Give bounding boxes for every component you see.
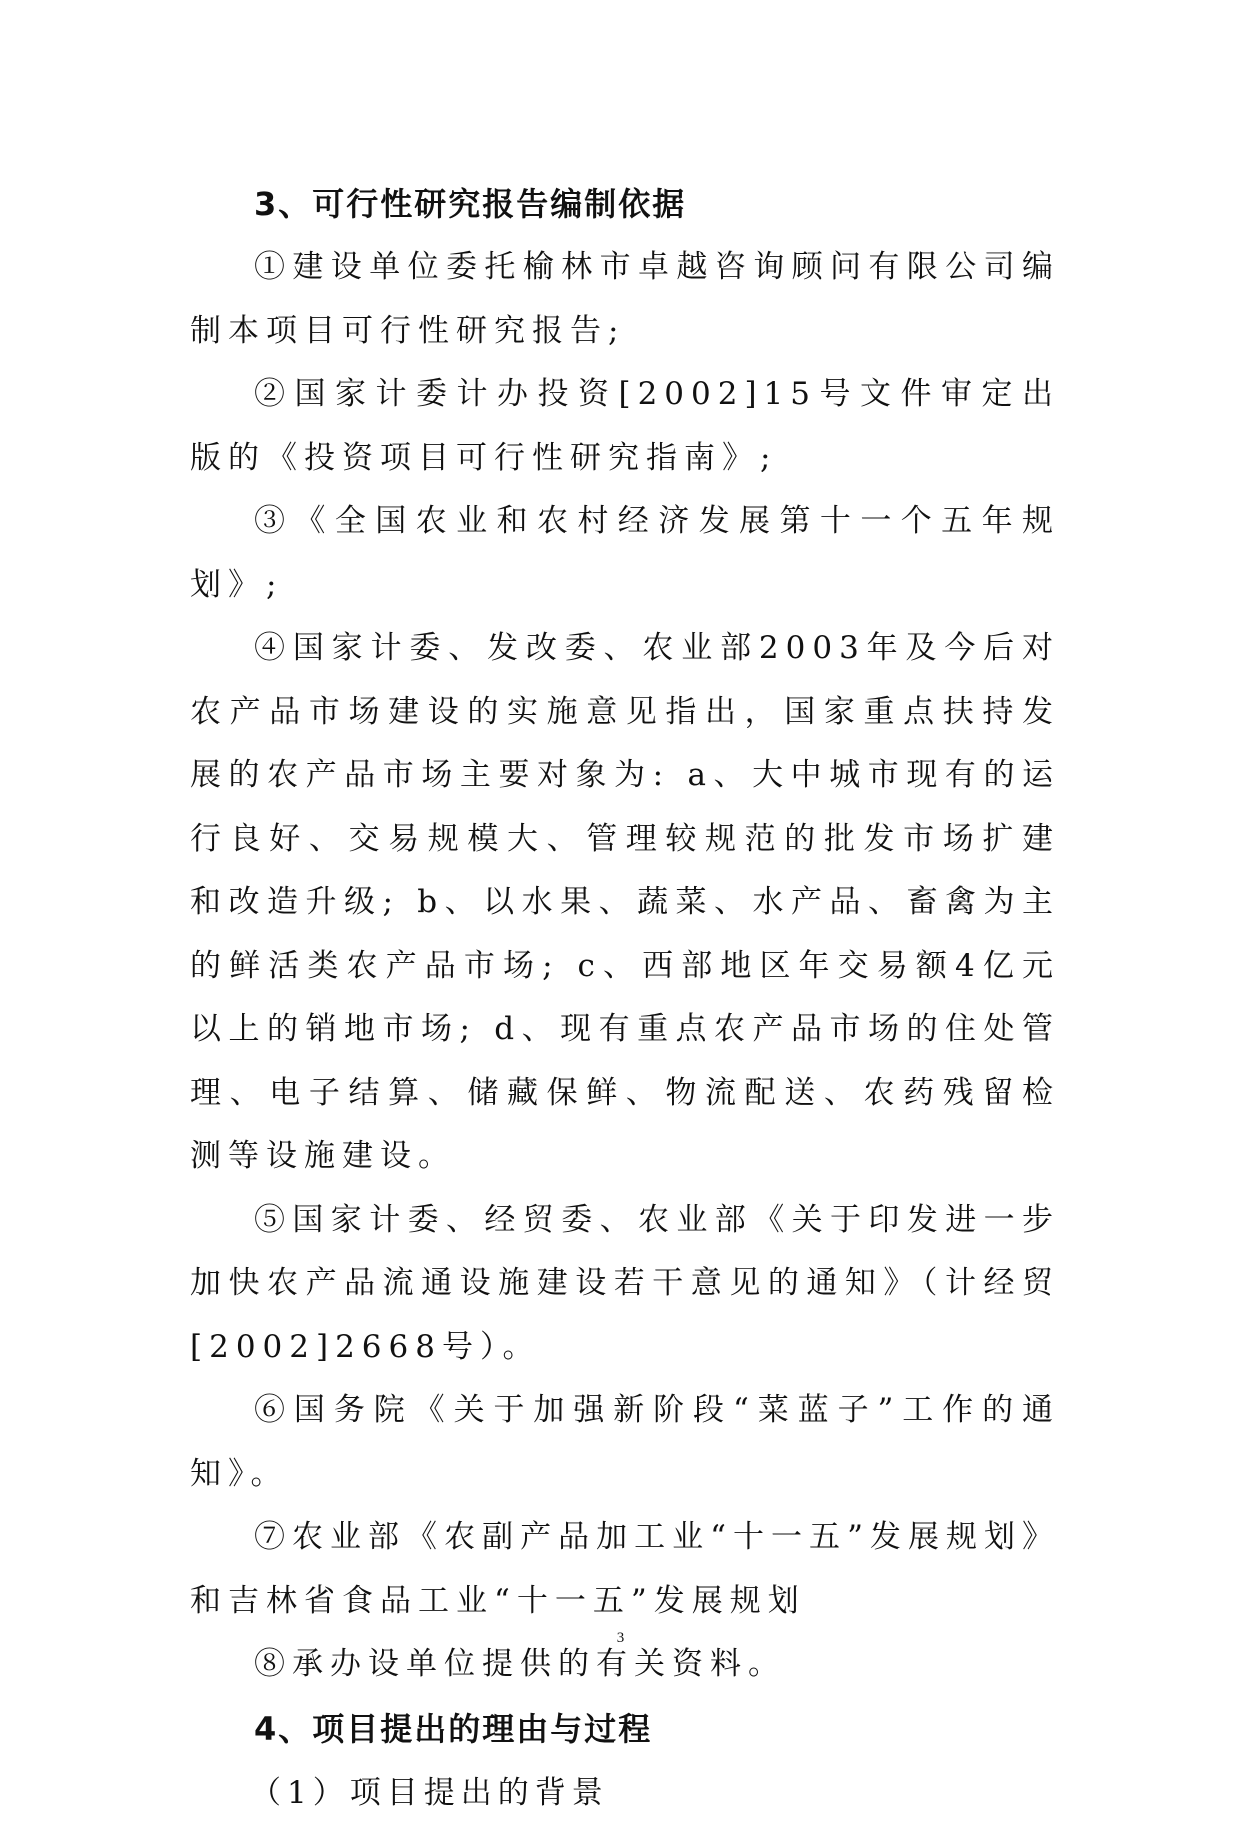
basis-item-8: ⑧承办设单位提供的有关资料。 xyxy=(254,1646,786,1682)
basis-item-2: ②国家计委计办投资[2002]15号文件审定出版的《投资项目可行性研究指南》; xyxy=(190,376,1060,476)
basis-item-7: ⑦农业部《农副产品加工业“十一五”发展规划》和吉林省食品工业“十一五”发展规划 xyxy=(190,1519,1060,1619)
basis-item-6: ⑥国务院《关于加强新阶段“菜蓝子”工作的通知》。 xyxy=(190,1392,1060,1492)
section-4-heading: 4、项目提出的理由与过程 xyxy=(254,1709,653,1748)
basis-item-1: ①建设单位委托榆林市卓越咨询顾问有限公司编制本项目可行性研究报告; xyxy=(190,249,1060,349)
basis-item-3: ③《全国农业和农村经济发展第十一个五年规划》; xyxy=(190,503,1060,603)
page-content xyxy=(190,172,1060,1825)
section-4-subheading: （1）项目提出的背景 xyxy=(250,1774,609,1811)
section-3-heading: 3、可行性研究报告编制依据 xyxy=(254,185,687,223)
page-number: 3 xyxy=(616,1630,625,1646)
basis-item-4: ④国家计委、发改委、农业部2003年及今后对农产品市场建设的实施意见指出，国家重点扶持发展的农产品市场主要对象为: a、大中城市现有的运行良好、交易规模大、管理较规范的批发市场扩建和改造升级; b、以水果、蔬菜、水产品、畜禽为主的鲜活类农产品市场; c、西部地区年交易额4亿元以上的销地市场; d、现有重点农产品市场的住处管理、电子结算、储藏保鲜、物流配送、农药残留检测等设施建设。 xyxy=(190,630,1060,1174)
basis-item-5: ⑤国家计委、经贸委、农业部《关于印发进一步加快农产品流通设施建设若干意见的通知》（计经贸[2002]2668号）。 xyxy=(190,1201,1060,1365)
